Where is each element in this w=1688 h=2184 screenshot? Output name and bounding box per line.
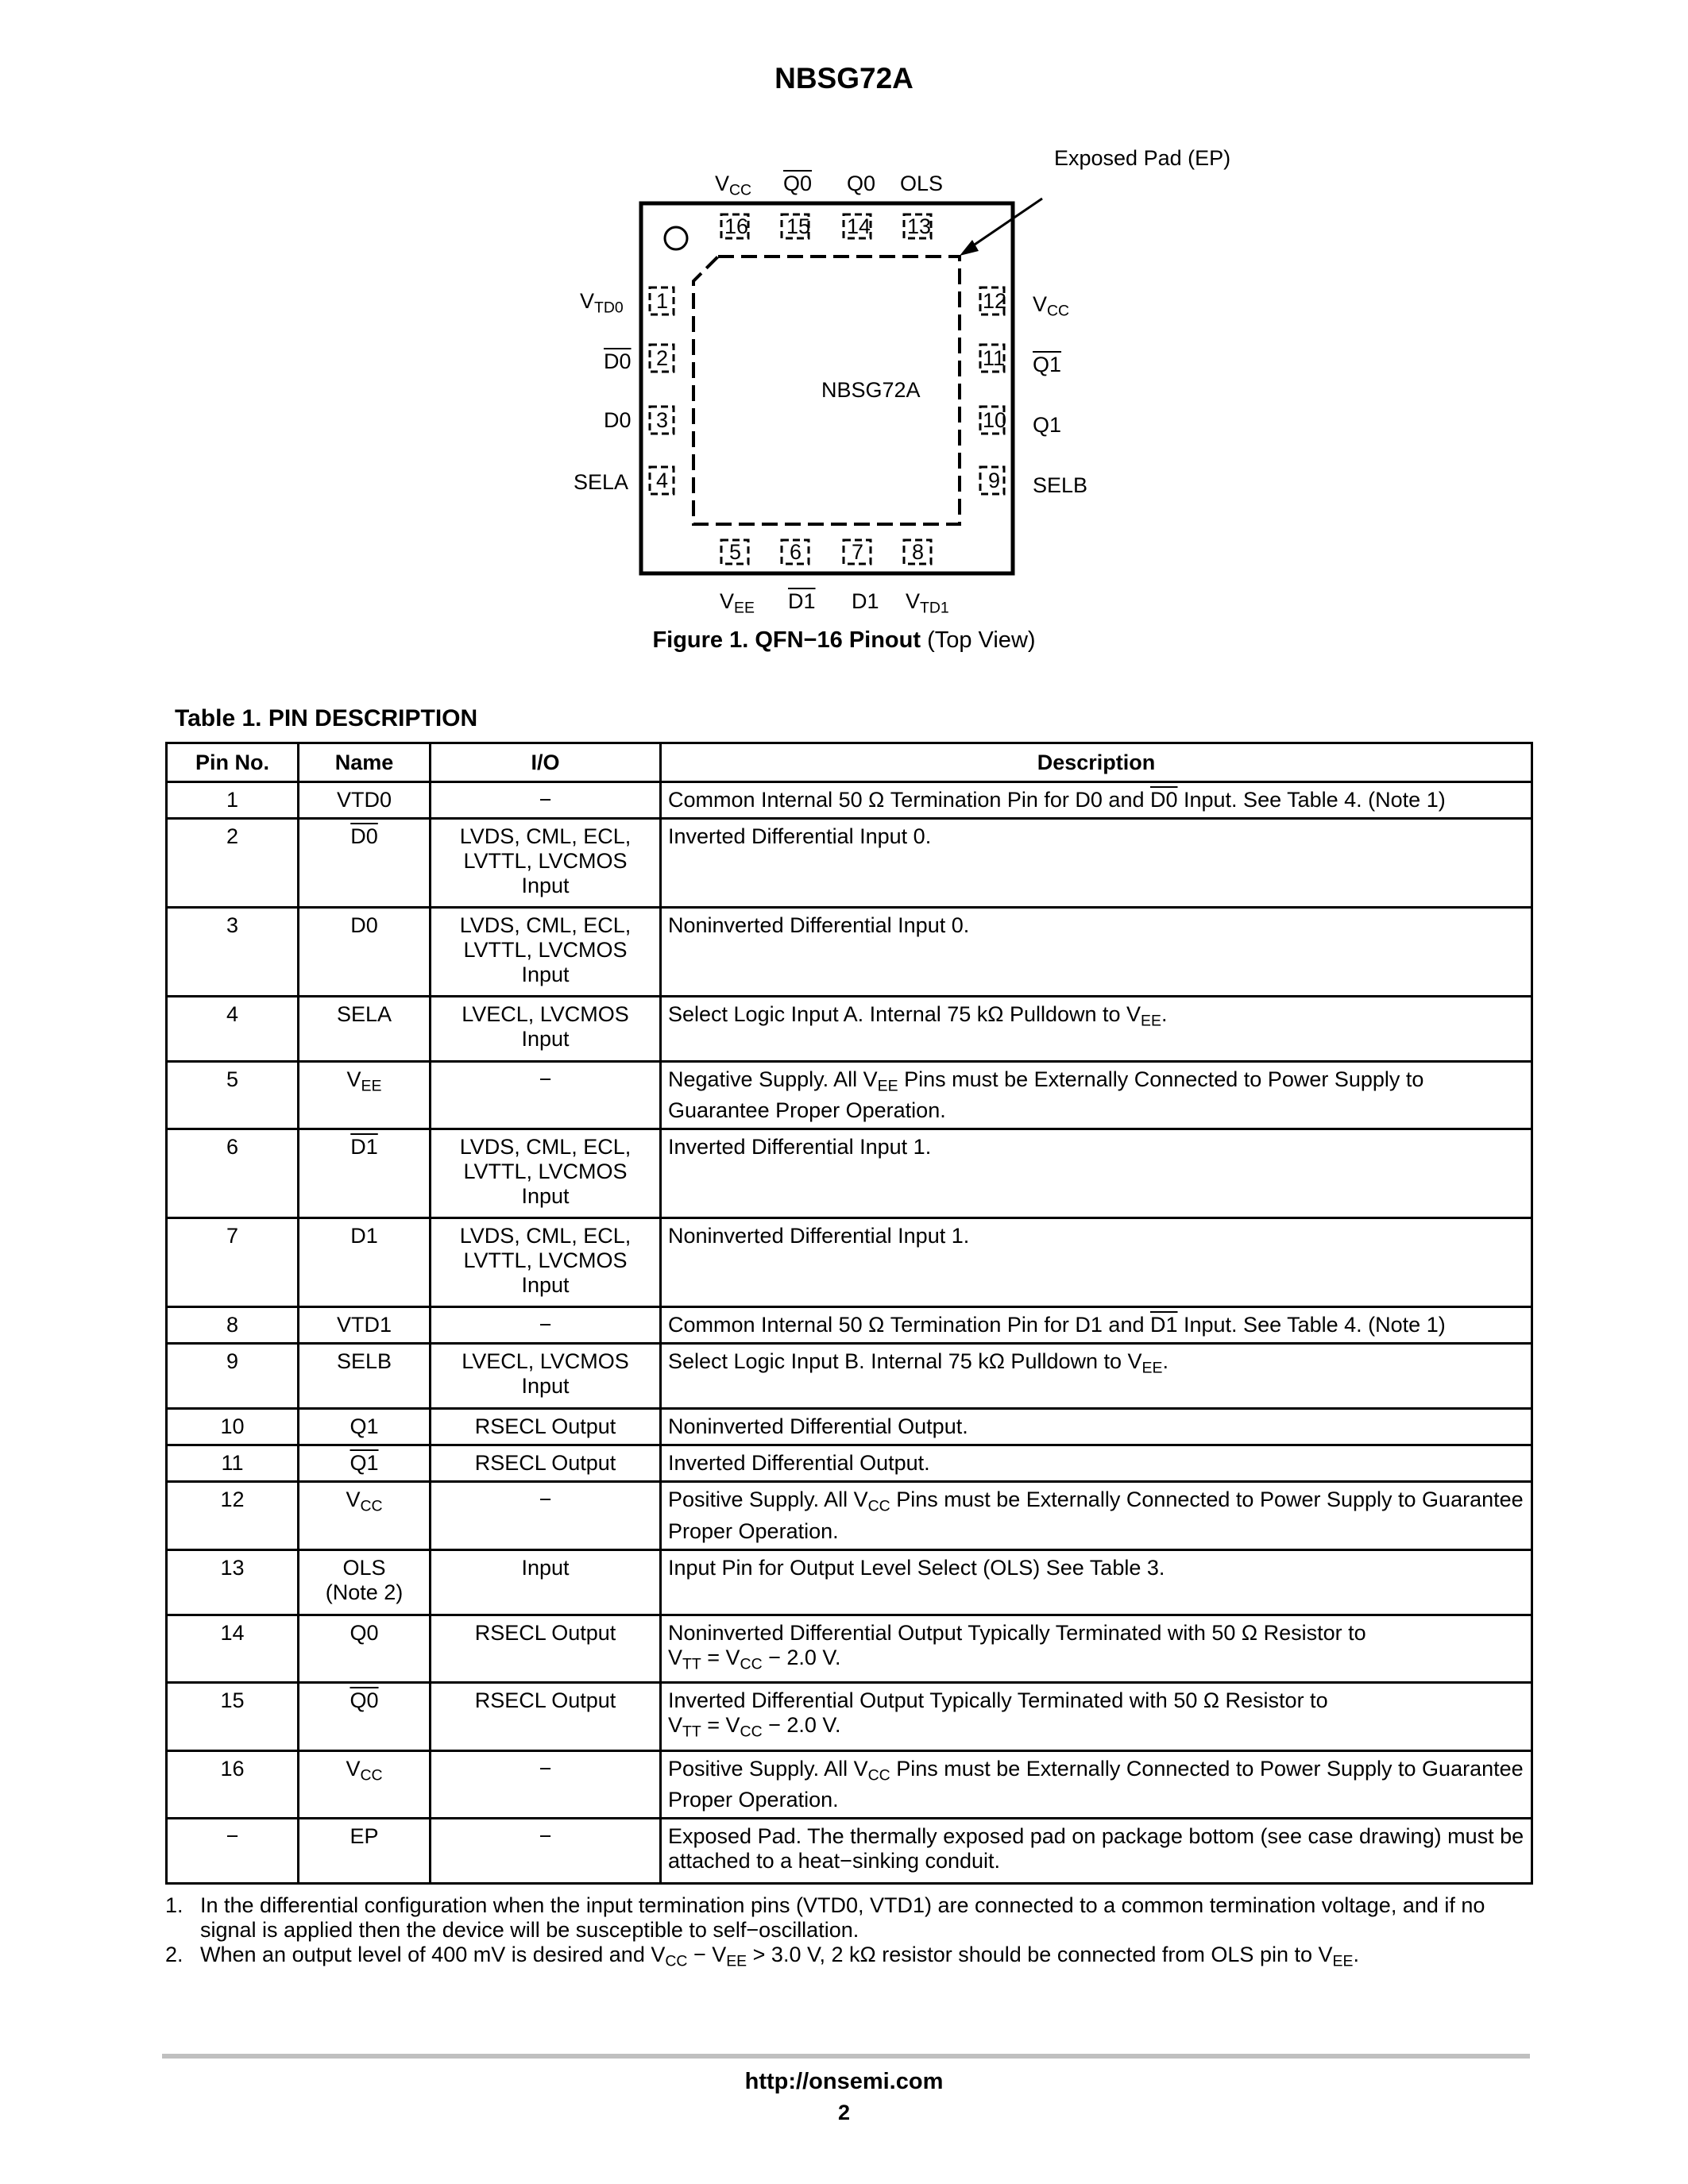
pin-number-16: 16 xyxy=(724,214,749,238)
pin-label-vtd1: $V_{TD1}$ xyxy=(906,589,949,617)
table-row: 9 SELB LVECL, LVCMOS Input Select Logic Input B. Internal 75 kΩ Pulldown to $V_{EE}$. xyxy=(167,1344,1532,1409)
note-1: 1. In the differential configuration when the input termination pins (VTD0, VTD1) are connected to a common termination voltage, and if no signal is applied then the device will be susceptible to self−oscillation. xyxy=(165,1893,1485,1942)
table-title: Table 1. PIN DESCRIPTION xyxy=(175,705,478,731)
pin-number-4: 4 xyxy=(656,469,669,492)
pin-number-9: 9 xyxy=(988,469,1001,492)
pin-label-vtd0: $V_{TD0}$ xyxy=(580,289,624,317)
pin-label-q1: Q1 xyxy=(1033,413,1062,437)
table-row: 14 Q0 RSECL Output Noninverted Differential Output Typically Terminated with 50 Ω Resistor to $V_{TT} = V_{CC} - 2.0$ V. xyxy=(167,1615,1532,1682)
pin-label-d1-bar: D1 xyxy=(788,589,816,613)
pin-description-table xyxy=(165,742,1533,1885)
table-row: 12 $V_{CC}$ − Positive Supply. All $V_{CC}$ Pins must be Externally Connected to Power Supply to Guarantee Proper Operation. xyxy=(167,1482,1532,1549)
note-2: 2. When an output level of 400 mV is desired and $V_{CC} - V_{EE} > 3.0$ V, 2 kΩ resistor should be connected from OLS pin to $V_{EE}$. xyxy=(165,1943,1359,1970)
pin-number-13: 13 xyxy=(907,214,932,238)
col-header-name: Name xyxy=(299,743,431,782)
pin-number-3: 3 xyxy=(656,408,669,432)
footer-divider xyxy=(162,2054,1530,2059)
pin-number-10: 10 xyxy=(983,408,1007,432)
pin-label-d0: D0 xyxy=(604,408,632,432)
pin-number-15: 15 xyxy=(786,214,811,238)
ep-arrow-head xyxy=(960,240,979,256)
exposed-pad-label: Exposed Pad (EP) xyxy=(1054,146,1231,170)
chip-label: NBSG72A xyxy=(821,378,921,402)
pin-number-12: 12 xyxy=(983,289,1007,313)
qfn-package-drawing xyxy=(0,0,1688,619)
table-row: 11 Q1 RSECL Output Inverted Differential Output. xyxy=(167,1445,1532,1482)
table-row: 8 VTD1 − Common Internal 50 Ω Termination Pin for D1 and D1 Input. See Table 4. (Note 1) xyxy=(167,1307,1532,1344)
pin-label-sela: SELA xyxy=(574,470,629,494)
pin-number-11: 11 xyxy=(983,346,1006,370)
page-number: 2 xyxy=(837,2101,851,2124)
pin-label-vcc-right: $V_{CC}$ xyxy=(1033,292,1070,320)
page-title: NBSG72A xyxy=(774,62,914,95)
pin-number-6: 6 xyxy=(790,540,802,564)
pin-number-5: 5 xyxy=(729,540,742,564)
pin-label-vee: $V_{EE}$ xyxy=(720,589,755,617)
pin-label-q1-bar: Q1 xyxy=(1033,353,1062,376)
col-header-io: I/O xyxy=(431,743,661,782)
pin-label-d1: D1 xyxy=(852,589,879,613)
pin-number-14: 14 xyxy=(847,214,871,238)
table-row: 2 D0 LVDS, CML, ECL, LVTTL, LVCMOS Input Inverted Differential Input 0. xyxy=(167,819,1532,908)
table-row: 16 $V_{CC}$ − Positive Supply. All $V_{CC}$ Pins must be Externally Connected to Power Supply to Guarantee Proper Operation. xyxy=(167,1750,1532,1818)
table-row: 1 VTD0 − Common Internal 50 Ω Termination Pin for D0 and D0 Input. See Table 4. (Note 1) xyxy=(167,782,1532,819)
table-row: 7 D1 LVDS, CML, ECL, LVTTL, LVCMOS Input Noninverted Differential Input 1. xyxy=(167,1218,1532,1307)
col-header-description: Description xyxy=(661,743,1532,782)
table-row: − EP − Exposed Pad. The thermally exposed pad on package bottom (see case drawing) must be attached to a heat−sinking conduit. xyxy=(167,1819,1532,1884)
col-header-pin: Pin No. xyxy=(167,743,299,782)
pin1-marker xyxy=(665,227,687,249)
pin-number-7: 7 xyxy=(852,540,864,564)
table-row: 10 Q1 RSECL Output Noninverted Differential Output. xyxy=(167,1409,1532,1445)
table-row: 15 Q0 RSECL Output Inverted Differential Output Typically Terminated with 50 Ω Resistor to $V_{TT} = V_{CC} - 2.0$ V. xyxy=(167,1683,1532,1750)
pin-number-1: 1 xyxy=(656,289,669,313)
table-row: 6 D1 LVDS, CML, ECL, LVTTL, LVCMOS Input Inverted Differential Input 1. xyxy=(167,1129,1532,1218)
ep-arrow-line xyxy=(968,199,1042,249)
pin-label-d0-bar: D0 xyxy=(604,349,632,373)
table-notes xyxy=(165,1893,1533,1974)
pin-number-8: 8 xyxy=(912,540,925,564)
pin-label-vcc-top: $V_{CC}$ xyxy=(715,172,752,199)
table-row: 4 SELA LVECL, LVCMOS Input Select Logic Input A. Internal 75 kΩ Pulldown to $V_{EE}$. xyxy=(167,997,1532,1062)
table-row: 13 OLS (Note 2) Input Input Pin for Output Level Select (OLS) See Table 3. xyxy=(167,1549,1532,1615)
footer-url-link[interactable]: http://onsemi.com xyxy=(744,2069,944,2094)
table-header-row xyxy=(167,743,1532,782)
pin-label-ols: OLS xyxy=(900,172,944,195)
figure-caption: Figure 1. QFN−16 Pinout (Top View) xyxy=(652,627,1036,653)
table-row: 5 $V_{EE}$ − Negative Supply. All $V_{EE}$ Pins must be Externally Connected to Power Supply to Guarantee Proper Operation. xyxy=(167,1062,1532,1129)
pin-label-q0-bar: Q0 xyxy=(783,172,813,195)
pin-number-2: 2 xyxy=(656,346,669,370)
table-row: 3 D0 LVDS, CML, ECL, LVTTL, LVCMOS Input Noninverted Differential Input 0. xyxy=(167,908,1532,997)
pin-label-q0: Q0 xyxy=(847,172,876,195)
pin-label-selb: SELB xyxy=(1033,473,1088,497)
